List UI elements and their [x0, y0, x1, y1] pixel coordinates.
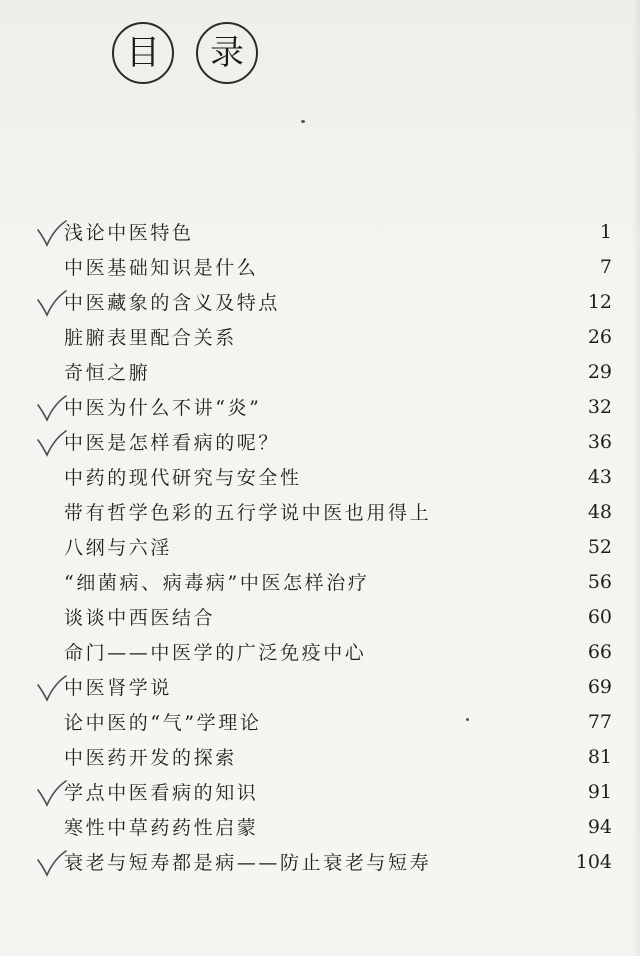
toc-entry-page: 26	[587, 325, 612, 348]
page-title	[112, 22, 258, 84]
toc-entry-page: 56	[587, 570, 612, 593]
toc-entry-title: 带有哲学色彩的五行学说中医也用得上	[64, 502, 432, 524]
toc-entry-title: 中医肾学说	[64, 677, 173, 699]
toc-entry[interactable]	[0, 214, 640, 249]
toc-entry-page: 91	[587, 780, 612, 803]
toc-entry[interactable]	[0, 669, 640, 704]
toc-entry-title: “细菌病、病毒病”中医怎样治疗	[64, 572, 370, 594]
page-edge-shadow	[632, 0, 640, 956]
toc-entry[interactable]	[0, 564, 640, 599]
table-of-contents	[0, 214, 640, 879]
toc-entry[interactable]	[0, 459, 640, 494]
toc-entry-title: 谈谈中西医结合	[64, 607, 216, 629]
toc-entry-title: 学点中医看病的知识	[64, 782, 259, 804]
toc-entry-page: 77	[587, 710, 612, 733]
toc-entry-page: 1	[599, 220, 612, 243]
toc-entry[interactable]	[0, 774, 640, 809]
toc-entry-title: 中医藏象的含义及特点	[64, 292, 281, 314]
toc-entry-page: 12	[587, 290, 612, 313]
toc-entry-title: 浅论中医特色	[64, 222, 194, 244]
toc-entry-page: 66	[587, 640, 612, 663]
toc-entry-title: 八纲与六淫	[64, 537, 173, 559]
toc-entry[interactable]	[0, 634, 640, 669]
toc-entry-page: 36	[587, 430, 612, 453]
toc-entry-page: 43	[587, 465, 612, 488]
toc-entry-title: 中医基础知识是什么	[64, 257, 259, 279]
toc-entry[interactable]	[0, 599, 640, 634]
toc-entry-page: 29	[587, 360, 612, 383]
toc-entry[interactable]	[0, 284, 640, 319]
toc-entry-title: 论中医的“气”学理论	[64, 712, 262, 734]
toc-entry[interactable]	[0, 844, 640, 879]
toc-entry-title: 寒性中草药药性启蒙	[64, 817, 259, 839]
toc-entry[interactable]	[0, 529, 640, 564]
toc-entry-page: 104	[575, 850, 612, 873]
toc-entry[interactable]	[0, 809, 640, 844]
toc-entry-page: 81	[587, 745, 612, 768]
toc-entry-page: 69	[587, 675, 612, 698]
toc-entry-title: 衰老与短寿都是病——防止衰老与短寿	[64, 852, 432, 874]
toc-entry-title: 中医药开发的探索	[64, 747, 237, 769]
toc-entry[interactable]	[0, 319, 640, 354]
toc-entry-title: 中药的现代研究与安全性	[64, 467, 302, 489]
toc-entry-page: 7	[599, 255, 612, 278]
toc-entry[interactable]	[0, 704, 640, 739]
toc-entry[interactable]	[0, 494, 640, 529]
title-char-circle: 录	[196, 22, 258, 84]
toc-entry[interactable]	[0, 389, 640, 424]
toc-entry-page: 60	[587, 605, 612, 628]
toc-entry-page: 94	[587, 815, 612, 838]
toc-entry-title: 奇恒之腑	[64, 362, 151, 384]
ink-speck	[301, 120, 305, 123]
toc-entry-title: 脏腑表里配合关系	[64, 327, 237, 349]
toc-entry[interactable]	[0, 249, 640, 284]
toc-entry-page: 48	[587, 500, 612, 523]
toc-entry[interactable]	[0, 739, 640, 774]
toc-entry-page: 32	[587, 395, 612, 418]
toc-entry-title: 中医是怎样看病的呢？	[64, 432, 281, 454]
toc-entry-title: 中医为什么不讲“炎”	[64, 397, 262, 419]
toc-entry[interactable]	[0, 424, 640, 459]
toc-entry-page: 52	[587, 535, 612, 558]
toc-entry-title: 命门——中医学的广泛免疫中心	[64, 642, 367, 664]
title-char-circle: 目	[112, 22, 174, 84]
toc-entry[interactable]	[0, 354, 640, 389]
